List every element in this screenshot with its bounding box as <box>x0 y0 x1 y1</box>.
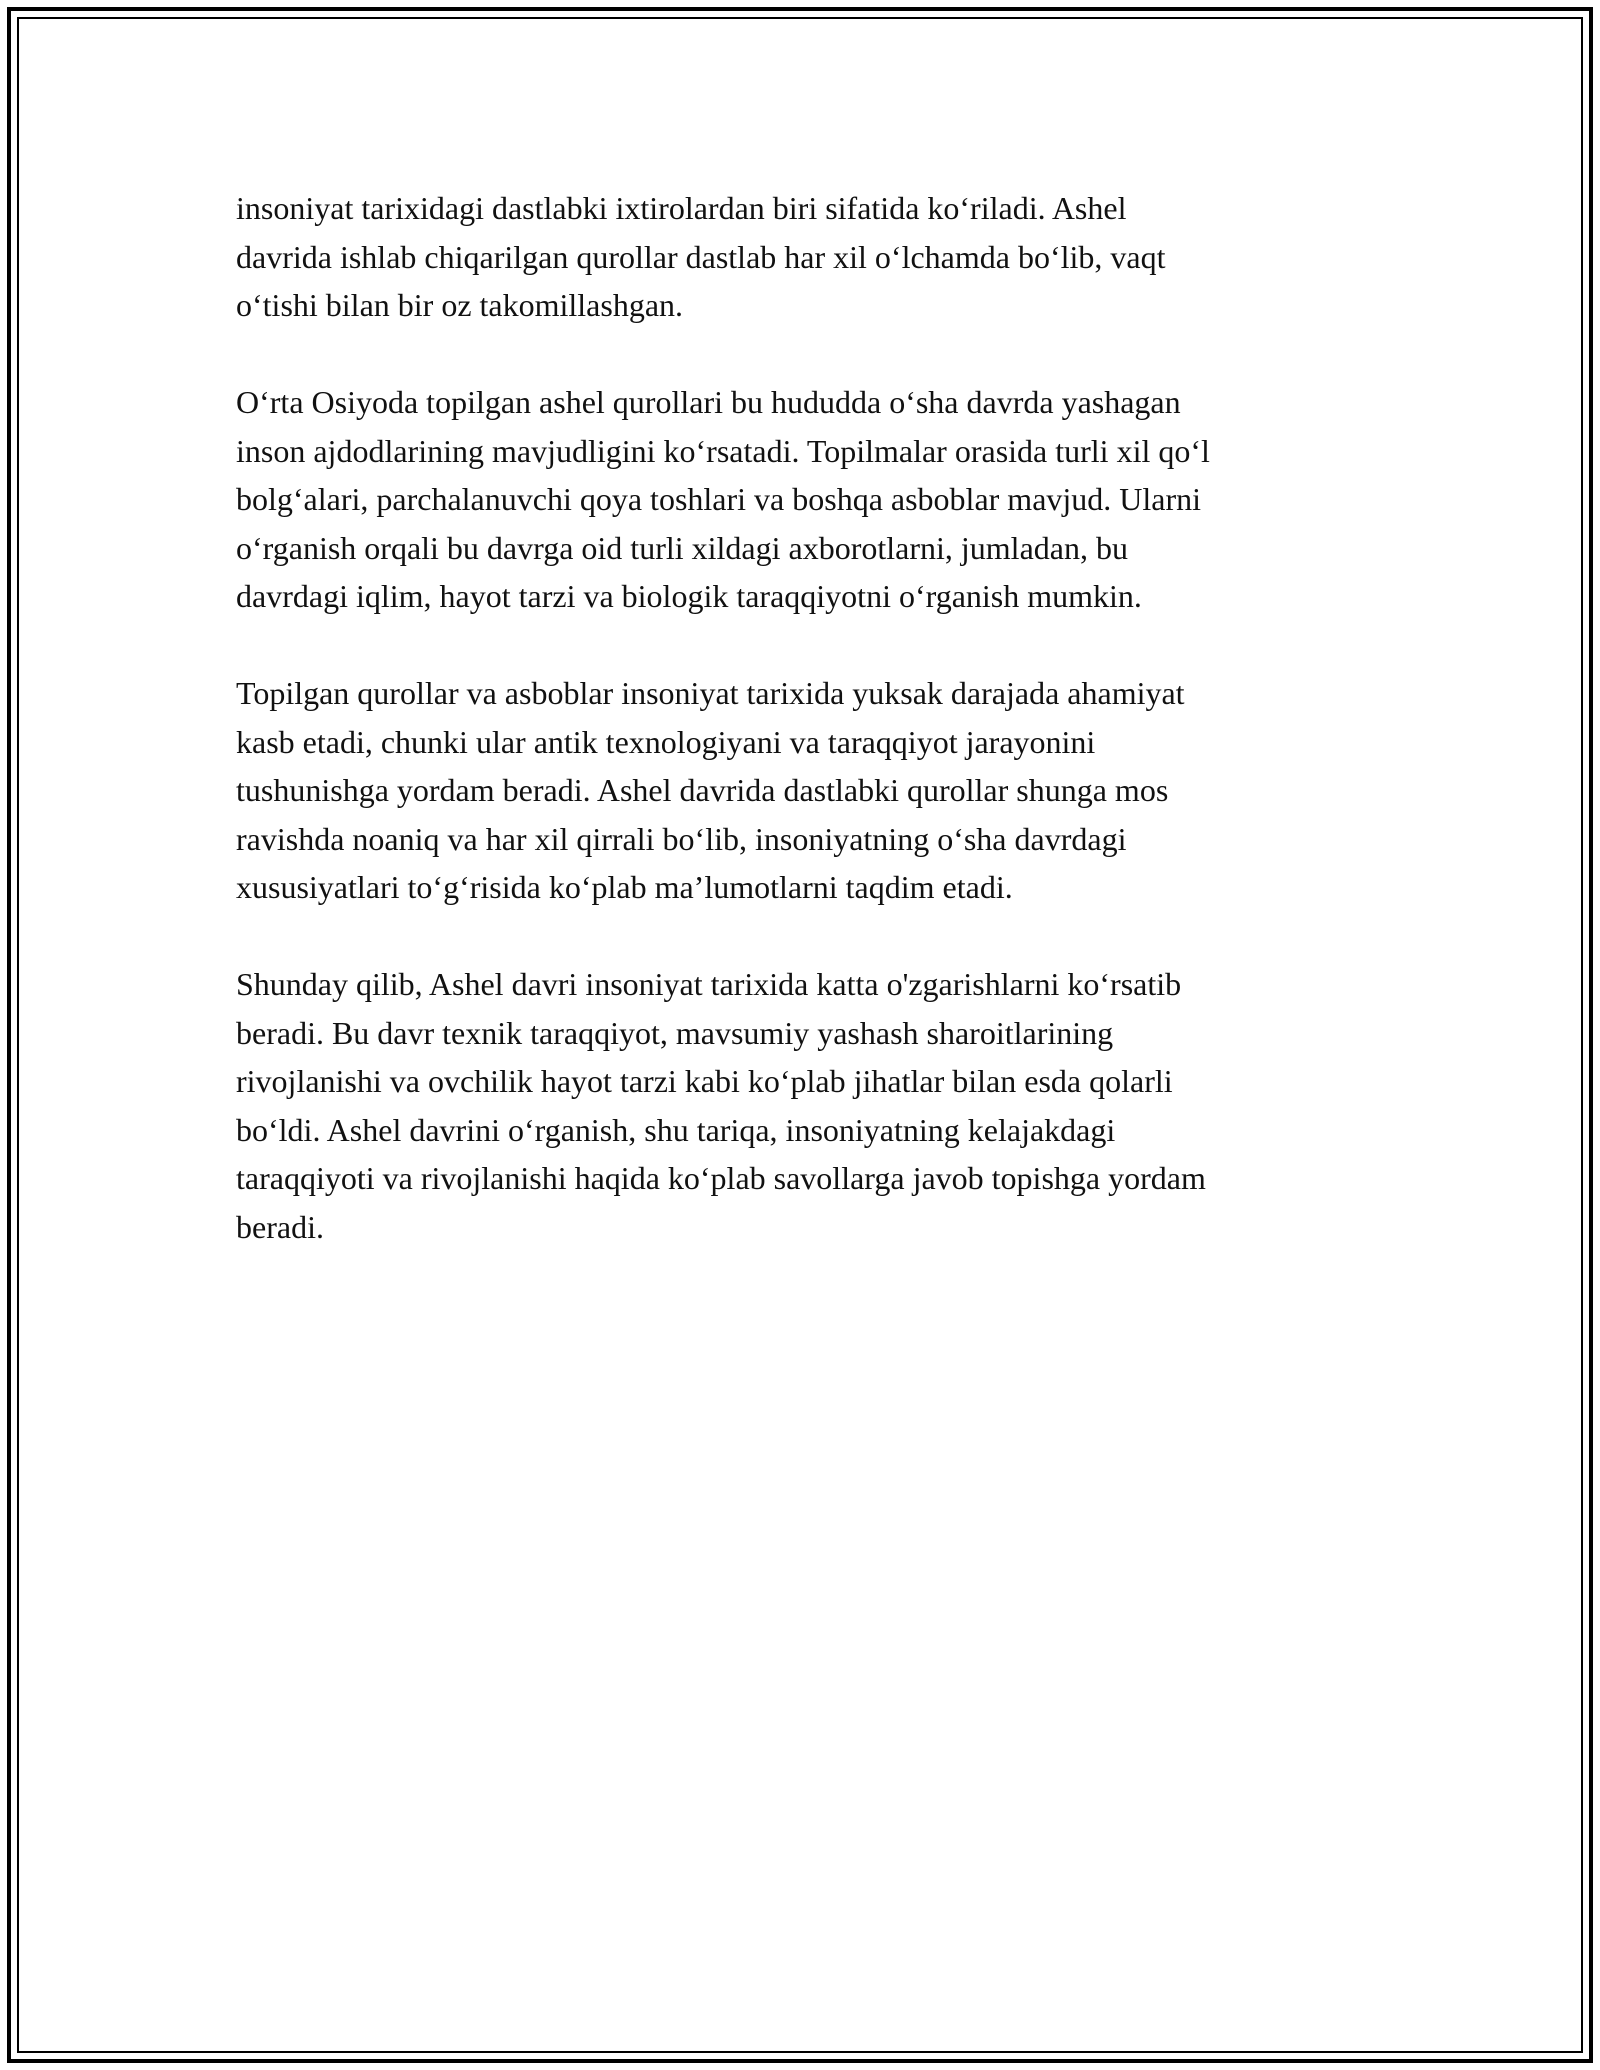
paragraph-line: o‘rganish orqali bu davrga oid turli xildagi axborotlarni, jumladan, bu <box>236 529 1128 566</box>
paragraph-line: ravishda noaniq va har xil qirrali bo‘lib, insoniyatning o‘sha davrdagi <box>236 820 1127 857</box>
document-body <box>236 184 1366 1300</box>
paragraph-line: davrida ishlab chiqarilgan qurollar dastlab har xil o‘lchamda bo‘lib, vaqt <box>236 238 1166 275</box>
paragraph-line: beradi. <box>236 1208 324 1245</box>
paragraph-line: taraqqiyoti va rivojlanishi haqida ko‘plab savollarga javob topishga yordam <box>236 1160 1206 1196</box>
paragraph-line: Shunday qilib, Ashel davri insoniyat tarixida katta o'zgarishlarni ko‘rsatib <box>236 966 1182 1002</box>
paragraph-line: davrdagi iqlim, hayot tarzi va biologik taraqqiyotni o‘rganish mumkin. <box>236 578 1142 614</box>
paragraph-line: tushunishga yordam beradi. Ashel davrida dastlabki qurollar shunga mos <box>236 772 1169 808</box>
paragraph-line: bolg‘alari, parchalanuvchi qoya toshlari va boshqa asboblar mavjud. Ularni <box>236 481 1202 517</box>
paragraph-line: o‘tishi bilan bir oz takomillashgan. <box>236 287 684 323</box>
paragraph-4 <box>236 960 1366 1251</box>
paragraph-line: xususiyatlari to‘g‘risida ko‘plab ma’lumotlarni taqdim etadi. <box>236 869 1013 905</box>
paragraph-line: rivojlanishi va ovchilik hayot tarzi kabi ko‘plab jihatlar bilan esda qolarli <box>236 1063 1173 1099</box>
paragraph-line: beradi. Bu davr texnik taraqqiyot, mavsumiy yashash sharoitlarining <box>236 1014 1114 1051</box>
paragraph-line: insoniyat tarixidagi dastlabki ixtirolardan biri sifatida ko‘riladi. Ashel <box>236 190 1127 226</box>
paragraph-line: kasb etadi, chunki ular antik texnologiyani va taraqqiyot jarayonini <box>236 723 1096 760</box>
paragraph-1 <box>236 184 1366 330</box>
paragraph-line: O‘rta Osiyoda topilgan ashel qurollari bu hududda o‘sha davrda yashagan <box>236 384 1181 420</box>
paragraph-line: Topilgan qurollar va asboblar insoniyat tarixida yuksak darajada ahamiyat <box>236 675 1185 711</box>
paragraph-line: bo‘ldi. Ashel davrini o‘rganish, shu tariqa, insoniyatning kelajakdagi <box>236 1111 1116 1148</box>
paragraph-3 <box>236 669 1366 912</box>
paragraph-2 <box>236 378 1366 621</box>
paragraph-line: inson ajdodlarining mavjudligini ko‘rsatadi. Topilmalar orasida turli xil qo‘l <box>236 432 1210 469</box>
